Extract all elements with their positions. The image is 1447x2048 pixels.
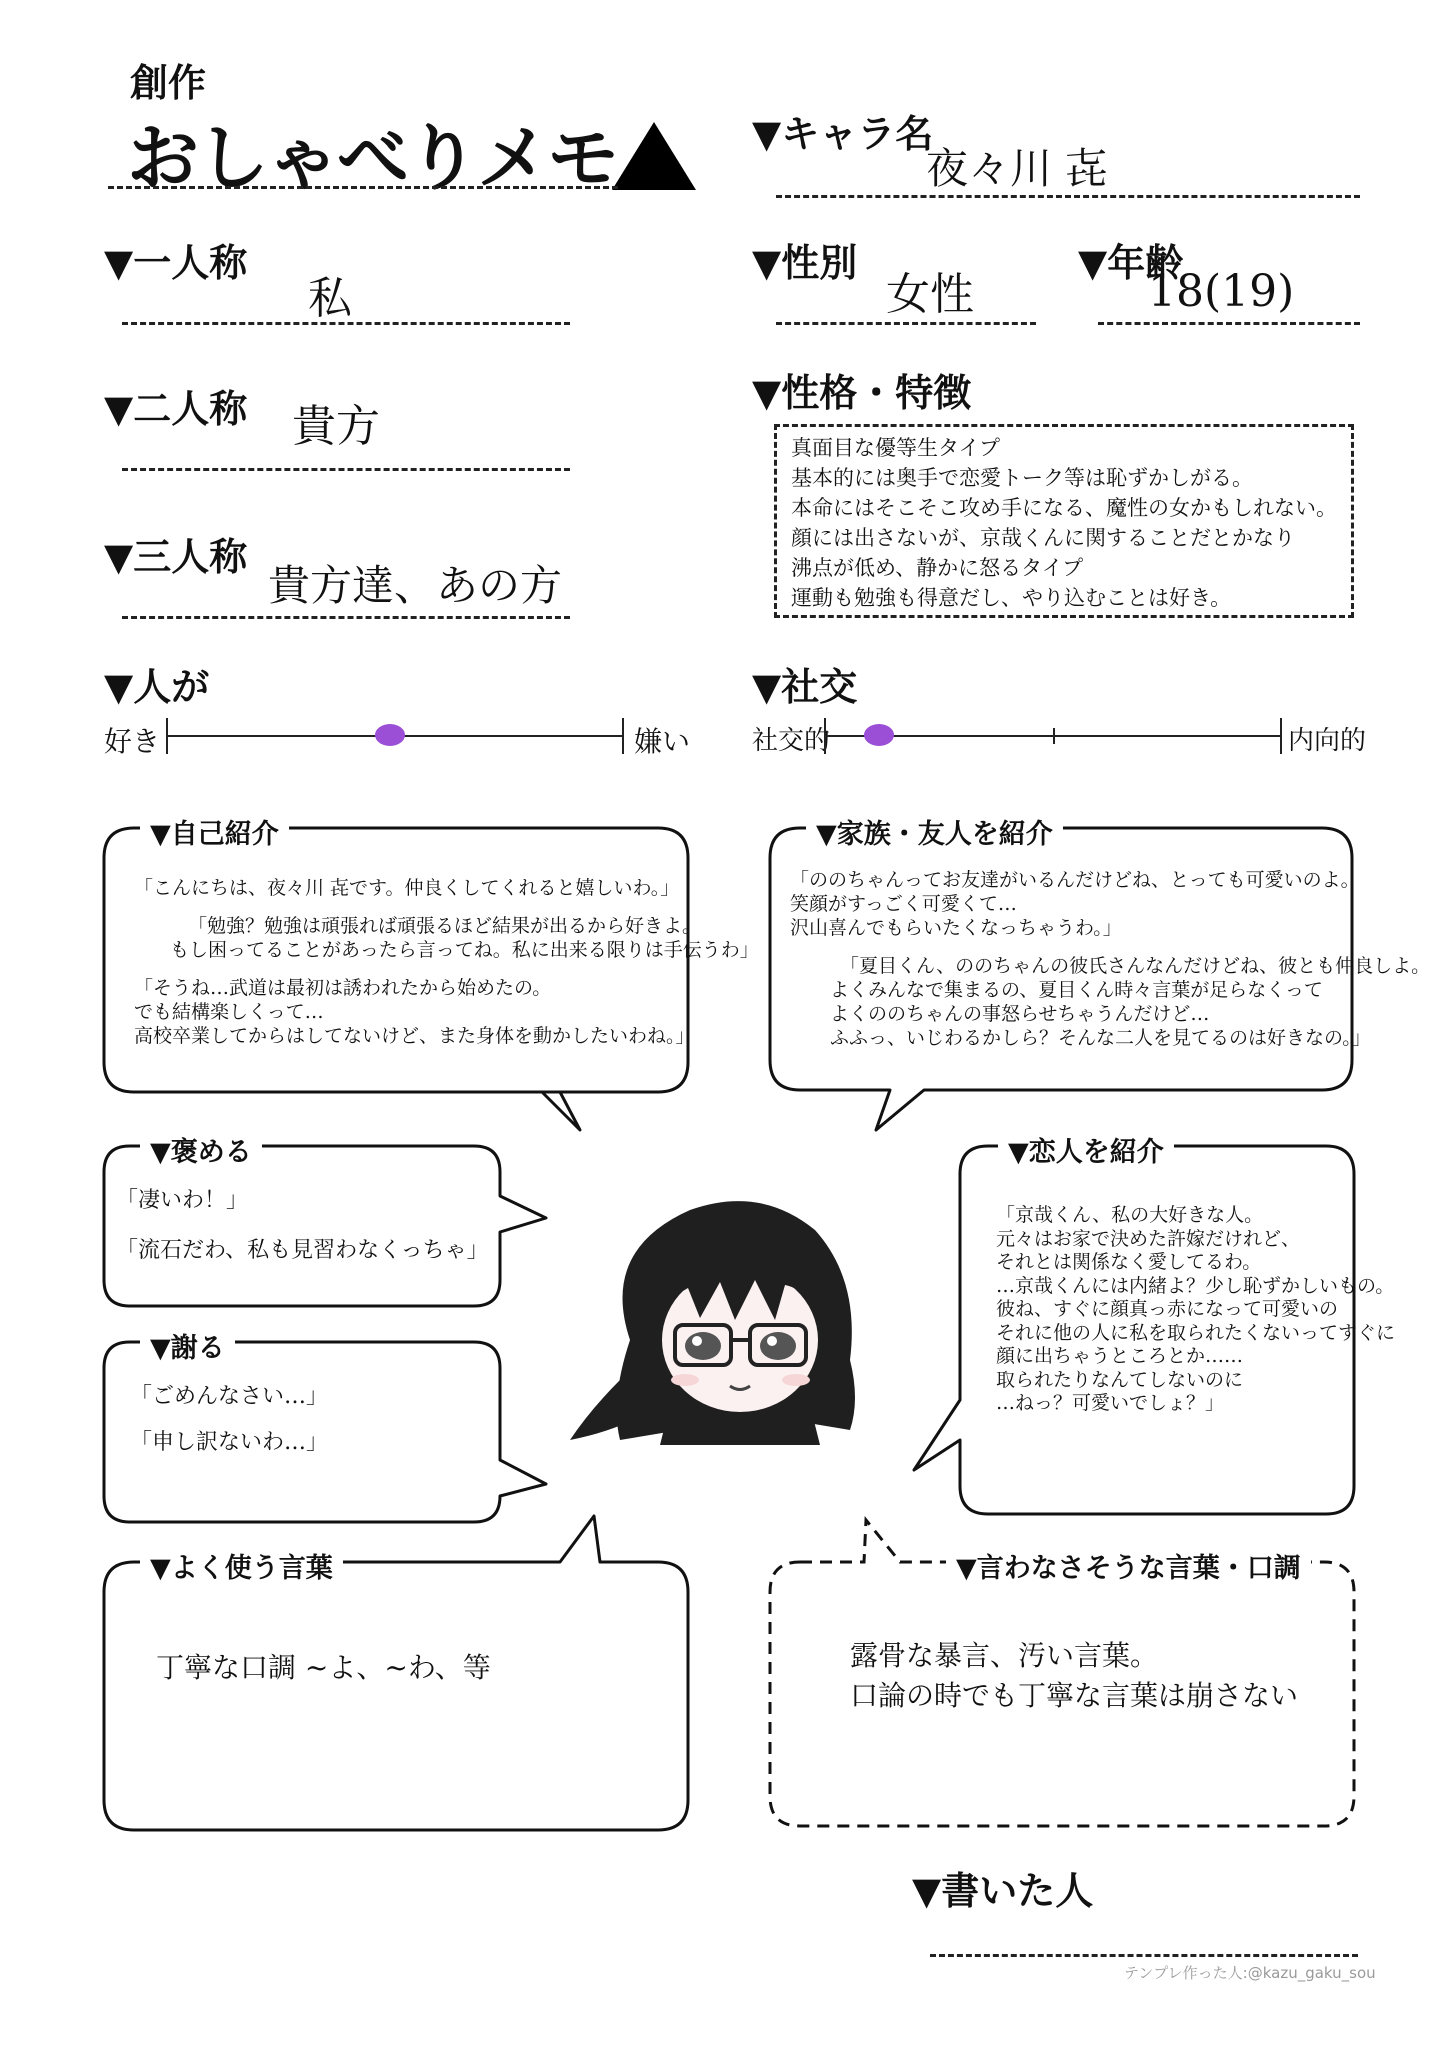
text-line: 「こんにちは、夜々川 㐂です。仲良くしてくれると嬉しいわ。」 xyxy=(134,877,680,899)
third-person-label: ▼三人称 xyxy=(104,535,248,579)
text-line: 真面目な優等生タイプ xyxy=(791,436,1000,460)
family-intro-text xyxy=(790,868,1430,1050)
text-line: それとは関係なく愛してるわ。 xyxy=(996,1251,1262,1273)
header-kicker: 創作 xyxy=(130,61,207,105)
second-person-value: 貴方 xyxy=(292,401,380,452)
unlikely-words-title: ▼言わなさそうな言葉・口調 xyxy=(946,1546,1311,1585)
text-line: 沸点が低め、静かに怒るタイプ xyxy=(791,556,1084,580)
name-label: ▼キャラ名 xyxy=(752,112,934,156)
social-scale-left: 社交的 xyxy=(752,726,831,756)
text-line: 「夏目くん、ののちゃんの彼氏さんなんだけどね、彼とも仲良しよ。 xyxy=(840,955,1431,977)
social-scale-right: 内向的 xyxy=(1288,726,1367,756)
unlikely-words-text xyxy=(850,1636,1298,1716)
gender-value: 女性 xyxy=(886,269,974,320)
praise-title: ▼褒める xyxy=(140,1130,262,1169)
gender-label: ▼性別 xyxy=(752,241,858,285)
text-line: よくみんなで集まるの、夏目くん時々言葉が足らなくって xyxy=(830,979,1323,1001)
first-person-value: 私 xyxy=(308,273,352,324)
text-line: 顔には出さないが、京哉くんに関することだとかなり xyxy=(791,526,1295,550)
text-line: 笑顔がすっごく可愛くて… xyxy=(790,893,1017,915)
text-line: 基本的には奥手で恋愛トーク等は恥ずかしがる。 xyxy=(791,466,1253,490)
text-line: 元々はお家で決めた許嫁だけれど、 xyxy=(996,1227,1301,1250)
text-line: でも結構楽しくって… xyxy=(134,1001,324,1023)
text-line: 「ののちゃんってお友達がいるんだけどね、とっても可愛いのよ。 xyxy=(790,869,1360,891)
personality-label: ▼性格・特徴 xyxy=(752,371,972,415)
third-person-value: 貴方達、あの方 xyxy=(268,561,563,610)
text-line: 「そうね…武道は最初は誘われたから始めたの。 xyxy=(134,977,552,999)
text-line: 高校卒業してからはしてないけど、また身体を動かしたいわね。」 xyxy=(134,1025,695,1047)
text-line: …京哉くんには内緒よ？少し恥ずかしいもの。 xyxy=(996,1274,1395,1297)
people-scale-left: 好き xyxy=(104,725,161,758)
text-line: それに他の人に私を取られたくないってすぐに xyxy=(996,1321,1396,1344)
character-name: 夜々川 㐂 xyxy=(926,144,1108,193)
first-person-label: ▼一人称 xyxy=(104,241,248,285)
text-line: よくののちゃんの事怒らせちゃうんだけど… xyxy=(830,1003,1210,1025)
template-credit: テンプレ作った人:@kazu_gaku_sou xyxy=(1124,1964,1376,1982)
text-line: 本命にはそこそこ攻め手になる、魔性の女かもしれない。 xyxy=(791,496,1337,520)
text-line: 「ごめんなさい…」 xyxy=(130,1384,329,1409)
social-scale-label: ▼社交 xyxy=(752,665,858,709)
text-line: 「凄いわ！」 xyxy=(116,1188,249,1213)
lover-intro-text xyxy=(996,1204,1395,1416)
people-scale-label: ▼人が xyxy=(104,665,210,709)
chibi-girl-portrait-icon xyxy=(560,1190,900,1450)
second-person-label: ▼二人称 xyxy=(104,387,248,431)
text-line xyxy=(134,962,759,976)
text-line: 露骨な暴言、汚い言葉。 xyxy=(850,1639,1159,1672)
text-line: 口論の時でも丁寧な言葉は崩さない xyxy=(850,1679,1299,1712)
common-words-title: ▼よく使う言葉 xyxy=(140,1546,343,1585)
age-value: 18(19) xyxy=(1148,266,1295,317)
text-line xyxy=(134,900,759,914)
text-line: 顔に出ちゃうところとか…… xyxy=(996,1345,1244,1367)
text-line: 彼ね、すぐに顔真っ赤になって可愛いの xyxy=(996,1298,1339,1320)
apology-text xyxy=(130,1374,328,1466)
text-line: 取られたりなんてしないのに xyxy=(996,1368,1244,1391)
praise-text xyxy=(116,1176,489,1276)
text-line xyxy=(790,940,1430,954)
text-line: 運動も勉強も得意だし、やり込むことは好き。 xyxy=(791,586,1232,610)
lover-intro-title: ▼恋人を紹介 xyxy=(998,1130,1174,1169)
text-line: 「申し訳ないわ…」 xyxy=(130,1430,329,1455)
text-line: 「流石だわ、私も見習わなくっちゃ」 xyxy=(116,1238,489,1263)
text-line: 沢山喜んでもらいたくなっちゃうわ。」 xyxy=(790,917,1122,939)
self-intro-text xyxy=(134,876,759,1048)
age-label: ▼年齢 xyxy=(1078,241,1184,285)
common-words-text: 丁寧な口調 ~よ、~わ、等 xyxy=(156,1651,491,1684)
header-title: おしゃべりメモ xyxy=(127,116,618,200)
text-line: …ねっ？可愛いでしょ？」 xyxy=(996,1392,1225,1414)
family-intro-title: ▼家族・友人を紹介 xyxy=(806,812,1063,851)
people-scale-right: 嫌い xyxy=(634,725,691,758)
text-line: ふふっ、いじわるかしら？そんな二人を見てるのは好きなの。」 xyxy=(830,1027,1371,1049)
author-label: ▼書いた人 xyxy=(912,1869,1094,1913)
text-line: 「勉強？勉強は頑張れば頑張るほど結果が出るから好きよ。 xyxy=(188,915,702,937)
self-intro-title: ▼自己紹介 xyxy=(140,812,289,851)
apology-title: ▼謝る xyxy=(140,1326,235,1365)
author-underline xyxy=(930,1954,1358,1957)
text-line: 「京哉くん、私の大好きな人。 xyxy=(996,1204,1264,1226)
text-line: もし困ってることがあったら言ってね。私に出来る限りは手伝うわ」 xyxy=(170,939,759,961)
